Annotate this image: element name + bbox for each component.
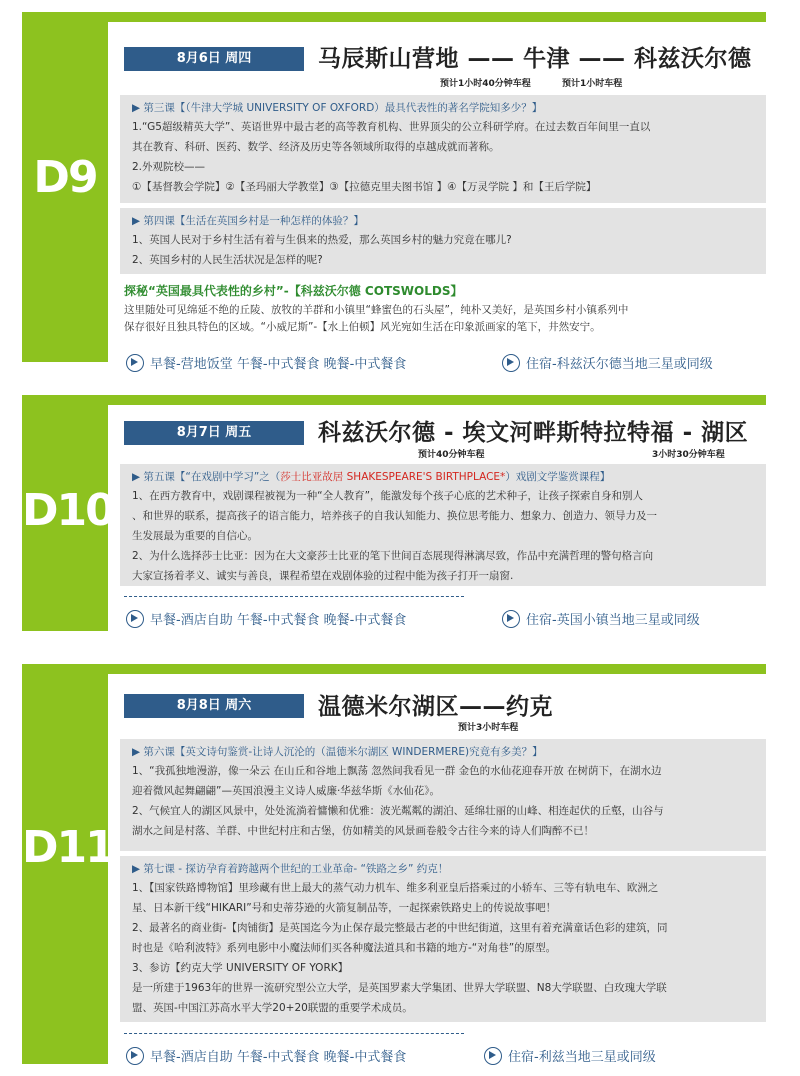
day-label: D10 <box>22 485 114 536</box>
lesson-line: 生发展最为重要的自信心。 <box>132 530 258 542</box>
lesson-line: 2、为什么选择莎士比亚：因为在大文豪莎士比亚的笔下世间百态展现得淋漓尽致，作品中充满哲理的警句格言向 <box>132 550 654 562</box>
lesson-block <box>120 95 766 203</box>
hotel-info <box>502 609 700 628</box>
lesson-line: 是一所建于1963年的世界一流研究型公立大学，是英国罗素大学集团、世界大学联盟、N8大学联盟、白玫瑰大学联 <box>132 982 667 994</box>
arrow-right-circle-icon <box>126 354 144 372</box>
lesson-title: ▶ 第三课【（牛津大学城 UNIVERSITY OF OXFORD）最具代表性的著名学院知多少？】 <box>132 102 543 114</box>
arrow-right-circle-icon <box>126 1047 144 1065</box>
lesson-line: 1、【国家铁路博物馆】里珍藏有世上最大的蒸气动力机车、维多利亚皇后搭乘过的小轿车、三等有轨电车、欧洲之 <box>132 882 659 894</box>
drive-time-2: 预计1小时车程 <box>562 79 623 89</box>
lesson-line: 2、气候宜人的湖区风景中，处处流淌着慵懒和优雅：波光粼粼的湖泊、延绵壮丽的山峰、相连起伏的丘壑，山谷与 <box>132 805 664 817</box>
lesson-line: 3、参访【约克大学 UNIVERSITY OF YORK】 <box>132 962 349 974</box>
hotel-info <box>484 1046 656 1065</box>
lesson-block <box>120 208 766 274</box>
lesson-line: 迎着微风起舞翩翩”—英国浪漫主义诗人威廉·华兹华斯《水仙花》。 <box>132 785 441 797</box>
lesson-title-part: ）戏剧文学鉴赏课程】 <box>505 471 611 483</box>
meals-info <box>126 1046 406 1065</box>
dashed-divider <box>124 1033 464 1034</box>
lesson-block <box>120 464 766 586</box>
lesson-title: ▶ 第四课【生活在英国乡村是一种怎样的体验？】 <box>132 215 364 227</box>
day-top-bar <box>22 395 766 405</box>
hotel-info <box>502 353 713 372</box>
lesson-line: 1、英国人民对于乡村生活有着与生俱来的热爱，那么英国乡村的魅力究竟在哪儿? <box>132 234 512 246</box>
lesson-line: 其在教育、科研、医药、数学、经济及历史等各领域所取得的卓越成就而著称。 <box>132 141 500 153</box>
meals-text: 早餐-酒店自助 午餐-中式餐食 晚餐-中式餐食 <box>150 1050 407 1065</box>
meals-info <box>126 609 406 628</box>
day-section-d10 <box>0 395 800 631</box>
lesson-title: ▶ 第六课【英文诗句鉴赏-让诗人沉沦的（温德米尔湖区 WINDERMERE)究竟有多美？】 <box>132 746 543 758</box>
route-title: 科兹沃尔德 - 埃文河畔斯特拉特福 - 湖区 <box>318 420 749 446</box>
day-section-d9 <box>0 12 800 372</box>
date-badge: 8月8日 周六 <box>124 694 304 718</box>
day-top-bar <box>22 12 766 22</box>
date-badge: 8月6日 周四 <box>124 47 304 71</box>
feature-body <box>124 302 762 336</box>
lesson-line: ①【基督教会学院】②【圣玛丽大学教堂】③【拉德克里夫图书馆 】④【万灵学院 】和【王后学院】 <box>132 181 597 193</box>
drive-time-1: 预计3小时车程 <box>458 723 519 733</box>
arrow-right-circle-icon <box>502 610 520 628</box>
drive-time-1: 预计40分钟车程 <box>418 450 485 460</box>
lesson-title: ▶ 第七课 - 探访孕育着跨越两个世纪的工业革命- “铁路之乡” 约克！ <box>132 863 449 875</box>
route-title: 温德米尔湖区——约克 <box>318 694 553 720</box>
day-top-bar <box>22 664 766 674</box>
lesson-block <box>120 856 766 1022</box>
day-content <box>108 674 766 1070</box>
dashed-divider <box>124 596 464 597</box>
arrow-right-circle-icon <box>502 354 520 372</box>
day-sidebar <box>22 395 114 631</box>
day-sidebar <box>22 664 114 1064</box>
lesson-line: 1、在西方教育中，戏剧课程被视为一种“全人教育”，能激发每个孩子心底的艺术种子，让孩子探索自身和别人 <box>132 490 644 502</box>
lesson-line: 2.外观院校—— <box>132 161 206 173</box>
hotel-text: 住宿-利兹当地三星或同级 <box>508 1050 656 1065</box>
lesson-line: 1、“我孤独地漫游，像一朵云 在山丘和谷地上飘荡 忽然间我看见一群 金色的水仙花迎春开放 在树荫下，在湖水边 <box>132 765 662 777</box>
drive-time-2: 3小时30分钟车程 <box>652 450 725 460</box>
lesson-line: 2、英国乡村的人民生活状况是怎样的呢? <box>132 254 323 266</box>
meals-info <box>126 353 406 372</box>
meals-text: 早餐-酒店自助 午餐-中式餐食 晚餐-中式餐食 <box>150 613 407 628</box>
lesson-title-highlight: 莎士比亚故居 SHAKESPEARE'S BIRTHPLACE* <box>280 471 506 483</box>
meals-text: 早餐-营地饭堂 午餐-中式餐食 晚餐-中式餐食 <box>150 357 407 372</box>
arrow-right-circle-icon <box>484 1047 502 1065</box>
hotel-text: 住宿-科兹沃尔德当地三星或同级 <box>526 357 713 372</box>
day-label: D11 <box>22 822 114 873</box>
lesson-block <box>120 739 766 851</box>
feature-line: 这里随处可见绵延不绝的丘陵、放牧的羊群和小镇里“蜂蜜色的石头屋”，纯朴又美好，是英国乡村小镇系列中 <box>124 304 629 316</box>
arrow-right-circle-icon <box>126 610 144 628</box>
feature-title: 探秘“英国最具代表性的乡村”-【科兹沃尔德 COTSWOLDS】 <box>124 284 463 298</box>
lesson-line: 盟、英国-中国江苏高水平大学20+20联盟的重要学术成员。 <box>132 1002 413 1014</box>
day-label: D9 <box>33 152 97 203</box>
lesson-line: 湖水之间是村落、羊群、中世纪村庄和古堡，仿如精美的风景画卷般令古往今来的诗人们陶醉不已！ <box>132 825 594 837</box>
lesson-line: 大家宣扬着孝义、诚实与善良，课程希望在戏剧体验的过程中能为孩子打开一扇窗. <box>132 570 514 582</box>
lesson-line: 星、日本新干线“HIKARI”号和史蒂芬逊的火箭复制品等，一起探索铁路史上的传说故事吧！ <box>132 902 557 914</box>
lesson-line: 时也是《哈利波特》系列电影中小魔法师们买各种魔法道具和书籍的地方-“对角巷”的原型。 <box>132 942 557 954</box>
lesson-line: 2、最著名的商业街-【肉铺街】是英国迄今为止保存最完整最古老的中世纪街道，这里有着充满童话色彩的建筑，同 <box>132 922 668 934</box>
feature-line: 保存很好且独具特色的区域。“小威尼斯”-【水上伯顿】风光宛如生活在印象派画家的笔下，井然安宁。 <box>124 321 601 333</box>
day-content <box>108 405 766 631</box>
day-content <box>108 22 766 372</box>
lesson-line: 、和世界的联系，提高孩子的语言能力，培养孩子的自我认知能力、换位思考能力、想象力、创造力、领导力及一 <box>132 510 657 522</box>
drive-time-1: 预计1小时40分钟车程 <box>440 79 531 89</box>
date-badge: 8月7日 周五 <box>124 421 304 445</box>
lesson-title-part: ▶ 第五课【“在戏剧中学习”之（ <box>132 471 281 483</box>
lesson-line: 1.“G5超级精英大学”、英语世界中最古老的高等教育机构、世界顶尖的公立科研学府。在过去数百年间里一直以 <box>132 121 651 133</box>
hotel-text: 住宿-英国小镇当地三星或同级 <box>526 613 700 628</box>
day-sidebar <box>22 12 108 362</box>
day-section-d11 <box>0 664 800 1070</box>
route-title: 马辰斯山营地 —— 牛津 —— 科兹沃尔德 <box>318 46 752 72</box>
lesson-title <box>132 469 756 486</box>
